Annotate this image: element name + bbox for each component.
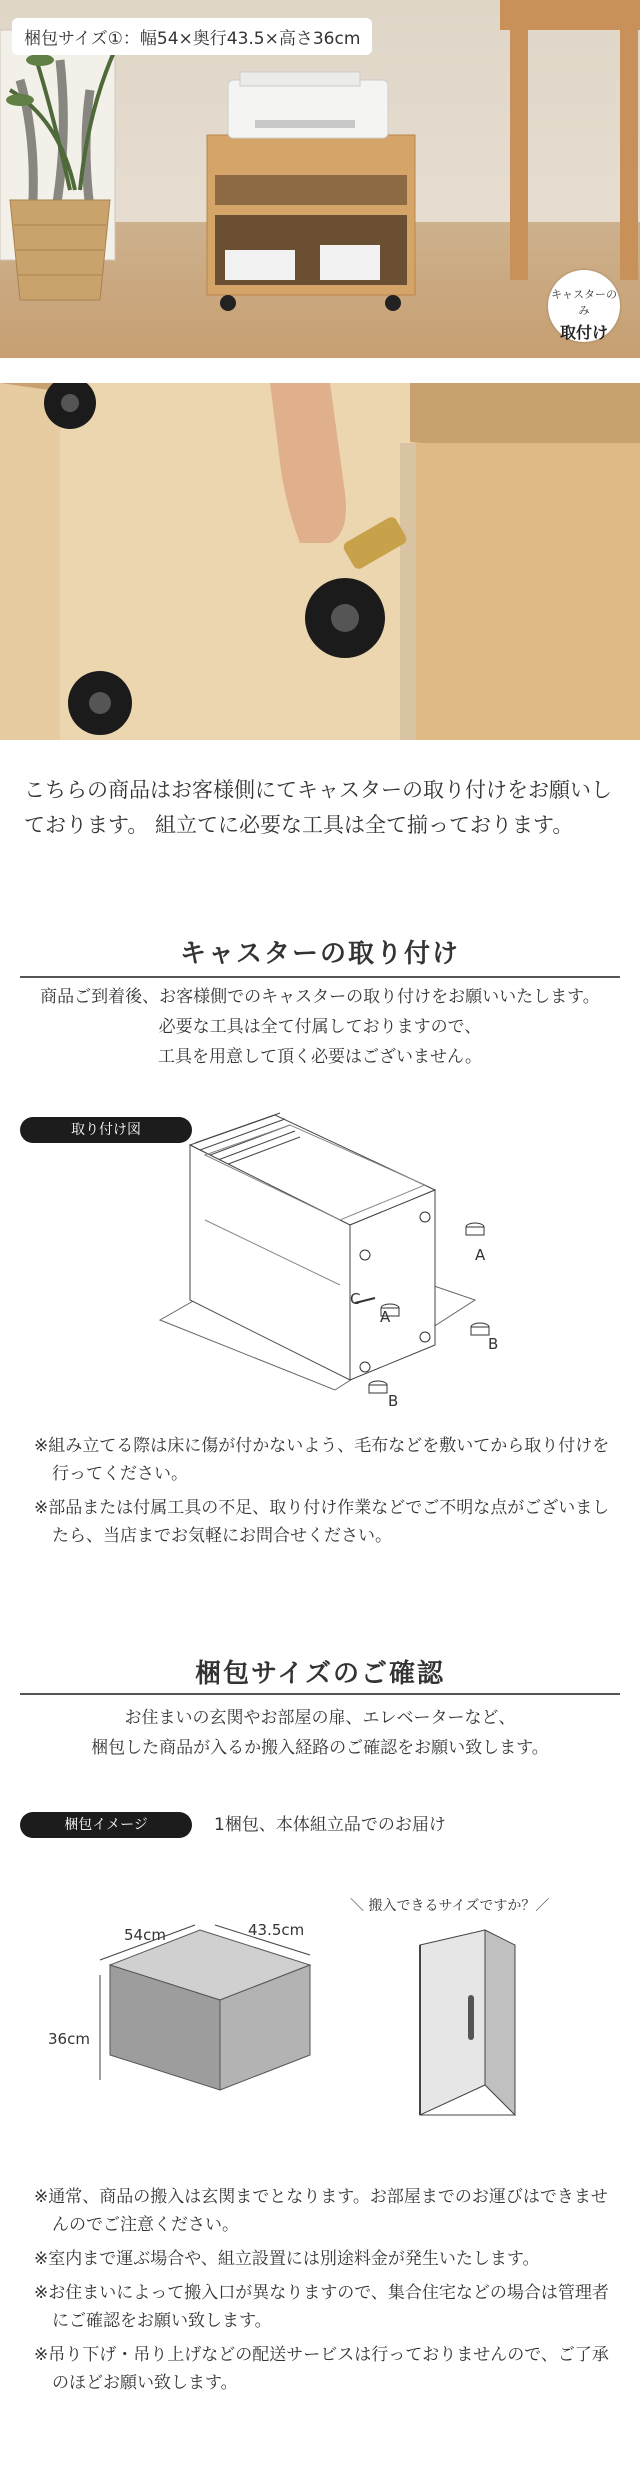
package-section-description [10,1703,630,1763]
box-width-label: 54cm [124,1926,166,1944]
package-section-title: 梱包サイズのご確認 [195,1659,445,1689]
package-line-2: 梱包した商品が入るか搬入経路のご確認をお願い致します。 [91,1738,549,1758]
install-diagram-svg [150,1105,530,1415]
caster-install-photo [0,383,640,740]
caster-section-divider [20,976,620,978]
part-label-b: B [488,1335,499,1353]
package-line-1: お住まいの玄関やお部屋の扉、エレベーターなど、 [124,1708,516,1728]
caster-notes [34,1432,614,1556]
caster-section-description [10,982,630,1072]
door-svg [410,1925,530,2125]
part-label-b: B [388,1392,399,1410]
caster-line-2: 必要な工具は全て付属しておりますので、 [158,1017,482,1037]
package-section-divider [20,1693,620,1695]
caster-only-badge [548,270,620,342]
caster-note-1: ※組み立てる際は床に傷が付かないよう、毛布などを敷いてから取り付けを行ってください。 [34,1436,610,1484]
box-depth-label: 43.5cm [248,1921,305,1939]
install-diagram-pill: 取り付け図 [20,1117,192,1143]
package-box-diagram [80,1920,340,2100]
package-pill-caption: 1梱包、本体組立品でのお届け [214,1815,446,1835]
package-notes [34,2183,614,2403]
package-box-svg [80,1920,340,2100]
intro-text: こちらの商品はお客様側にてキャスターの取り付けをお願いしております。 組立てに必要な工具は全て揃っております。 [24,778,612,837]
part-label-c: C [350,1290,361,1308]
box-height-label: 36cm [48,2030,90,2048]
door-caption: ＼ 搬入できるサイズですか？／ [350,1898,550,1914]
caster-line-1: 商品ご到着後、お客様側でのキャスターの取り付けをお願いいたします。 [40,987,600,1007]
part-label-a: A [380,1308,391,1326]
caster-badge-line1: キャスターのみ [551,288,617,317]
part-label-a: A [475,1246,486,1264]
package-note-1: ※通常、商品の搬入は玄関までとなります。お部屋までのお運びはできませんのでご注意ください。 [34,2187,608,2235]
package-note-2: ※室内まで運ぶ場合や、組立設置には別途料金が発生いたします。 [34,2249,540,2269]
package-note-4: ※吊り下げ・吊り上げなどの配送サービスは行っておりませんので、ご了承のほどお願い致します。 [34,2345,609,2393]
package-note-3: ※お住まいによって搬入口が異なりますので、集合住宅などの場合は管理者にご確認をお願い致します。 [34,2283,609,2331]
install-diagram [150,1105,530,1415]
caster-badge-line2: 取付け [559,323,608,342]
caster-note-2: ※部品または付属工具の不足、取り付け作業などでご不明な点がございましたら、当店までお気軽にお問合せください。 [34,1498,610,1546]
caster-line-3: 工具を用意して頂く必要はございません。 [157,1047,483,1067]
caster-section-title: キャスターの取り付け [179,939,460,969]
package-image-pill: 梱包イメージ [20,1812,192,1838]
package-size-badge: 梱包サイズ①：幅54×奥行43.5×高さ36cm [12,18,372,55]
caster-install-illustration [0,383,640,740]
door-diagram [410,1925,530,2125]
